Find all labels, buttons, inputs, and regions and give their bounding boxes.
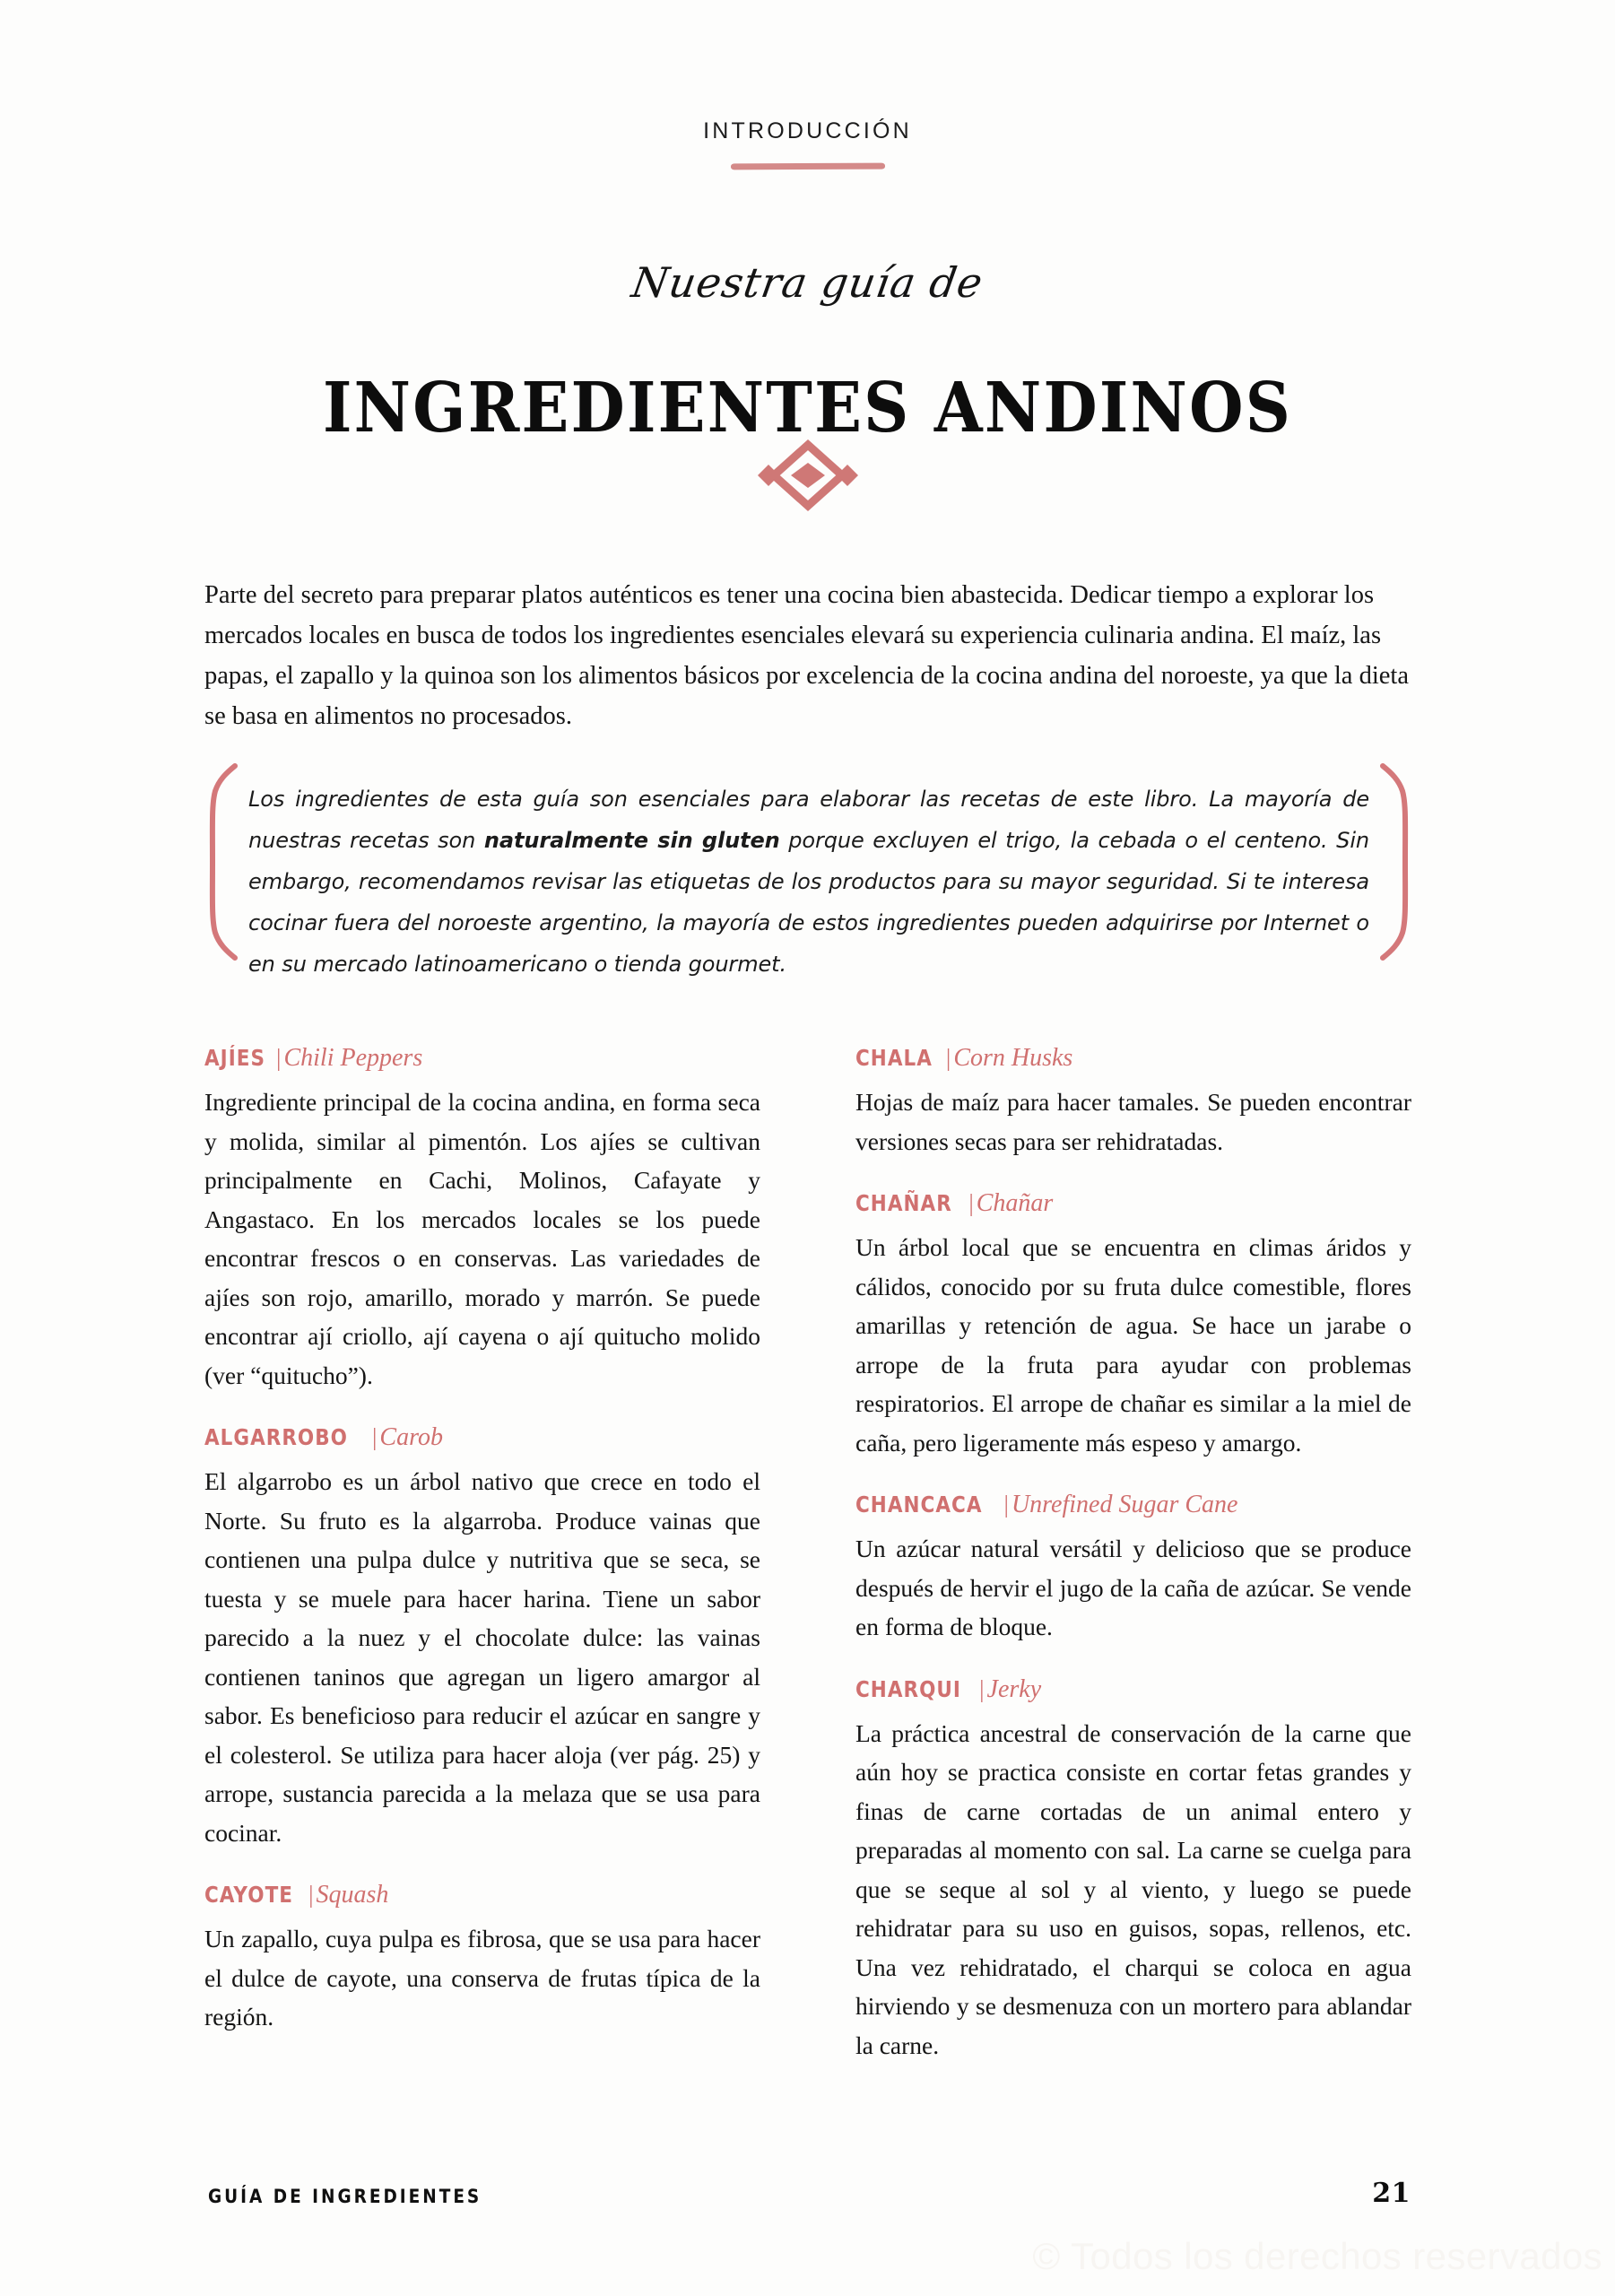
entry-translation: Unrefined Sugar Cane: [1011, 1491, 1238, 1518]
glossary-column-left: [204, 1042, 760, 2065]
kicker-label: INTRODUCCIÓN: [703, 118, 912, 144]
glossary-entry: [204, 1042, 760, 1395]
page-number: 21: [1372, 2178, 1411, 2209]
entry-translation: Chili Peppers: [283, 1044, 423, 1072]
entry-body: Hojas de maíz para hacer tamales. Se pueden encontrar versiones secas para ser rehidratadas.: [855, 1088, 1411, 1155]
entry-translation: Jerky: [986, 1674, 1042, 1703]
entry-heading: [855, 1042, 1411, 1077]
glossary-entry: [204, 1422, 760, 1852]
intro-paragraph: Parte del secreto para preparar platos auténticos es tener una cocina bien abastecida. Dedicar tiempo a explorar los mercados locales en busca de todos los ingredientes esenciales elevará su experiencia culinaria andina. El maíz, las papas, el zapallo y la quinoa son los alimentos básicos por excelencia de la cocina andina del noroeste, ya que la dieta se basa en alimentos no procesados.: [204, 580, 1409, 730]
copyright-watermark: © Todos los derechos reservados: [1032, 2235, 1602, 2277]
entry-term: ALGARROBO: [204, 1424, 348, 1450]
script-subtitle: Nuestra guía de: [628, 258, 987, 307]
entry-translation: Corn Husks: [953, 1044, 1073, 1072]
entry-term: AJÍES: [204, 1045, 265, 1071]
entry-heading: [204, 1042, 760, 1077]
entry-term: CAYOTE: [204, 1882, 293, 1908]
entry-body: Un zapallo, cuya pulpa es fibrosa, que se usa para hacer el dulce de cayote, una conserva de frutas típica de la región.: [204, 1925, 760, 2031]
entry-term: CHALA: [855, 1045, 933, 1071]
entry-term: CHAÑAR: [855, 1190, 952, 1216]
glossary-columns: [204, 1042, 1411, 2065]
entry-heading: [855, 1187, 1411, 1222]
entry-translation: Carob: [379, 1423, 443, 1451]
entry-heading: [855, 1674, 1411, 1709]
page-title: INGREDIENTES ANDINOS: [323, 367, 1292, 448]
glossary-column-right: [855, 1042, 1411, 2065]
entry-heading: [855, 1489, 1411, 1524]
section-kicker: [0, 118, 1615, 170]
entry-separator: |: [979, 1674, 985, 1702]
entry-separator: |: [1003, 1491, 1009, 1518]
bracket-right-icon: [1377, 762, 1419, 961]
entry-translation: Chañar: [976, 1189, 1054, 1217]
glossary-entry: [855, 1187, 1411, 1462]
diamond-ornament-icon: [754, 436, 862, 515]
entry-term: CHANCACA: [855, 1492, 983, 1518]
callout-text: [248, 778, 1369, 985]
entry-body: La práctica ancestral de conservación de la carne que aún hoy se practica consiste en cortar fetas grandes y finas de carne cortadas de un animal entero y preparadas al momento con sal. La carne se cuelga para que se seque al sol y al viento, y luego se puede rehidratar para su uso en guisos, sopas, rellenos, etc. Una vez rehidratado, el charqui se coloca en agua hirviendo y se desmenuza con un mortero para ablandar la carne.: [855, 1718, 1411, 2059]
entry-separator: |: [276, 1044, 282, 1071]
entry-term: CHARQUI: [855, 1675, 961, 1702]
entry-heading: [204, 1422, 760, 1457]
callout-text-bold: naturalmente sin gluten: [483, 828, 780, 853]
glossary-entry: [855, 1674, 1411, 2066]
entry-separator: |: [968, 1189, 974, 1216]
glossary-entry: [855, 1042, 1411, 1161]
entry-separator: |: [945, 1044, 951, 1071]
entry-body: Ingrediente principal de la cocina andina, en forma seca y molida, similar al pimentón. Los ajíes se cultivan principalmente en Cachi, Molinos, Cafayate y Angastaco. En los mercados locales se los puede encontrar frescos o en conservas. Las variedades de ajíes son rojo, amarillo, morado y marrón. Se puede encontrar ají criollo, ají cayena o ají quitucho molido (ver “quitucho”).: [204, 1088, 760, 1389]
callout-text-before: Los ingredientes de esta guía son esenciales para elaborar las recetas de este libro. La mayoría de nuestras recetas son: [248, 787, 1369, 853]
bracket-left-icon: [199, 762, 240, 961]
callout-box: [199, 762, 1419, 977]
entry-body: El algarrobo es un árbol nativo que crece en todo el Norte. Su fruto es la algarroba. Produce vainas que contienen una pulpa dulce y nutritiva que se seca, se tuesta y se muele para hacer harina. Tiene un sabor parecido a la nuez y el chocolate dulce: las vainas contienen taninos que agregan un ligero amargor al sabor. Es beneficioso para reducir el azúcar en sangre y el colesterol. Se utiliza para hacer aloja (ver pág. 25) y arrope, sustancia parecida a la melaza que se usa para cocinar.: [204, 1467, 760, 1847]
glossary-entry: [855, 1489, 1411, 1647]
entry-translation: Squash: [316, 1881, 389, 1909]
kicker-underline-rule: [730, 163, 884, 170]
entry-heading: [204, 1879, 760, 1914]
glossary-entry: [204, 1879, 760, 2037]
callout-text-after: porque excluyen el trigo, la cebada o el centeno. Sin embargo, recomendamos revisar las etiquetas de los productos para su mayor seguridad. Si te interesa cocinar fuera del noroeste argentino, la mayoría de estos ingredientes pueden adquirirse por Internet o en su mercado latinoamericano o tienda gourmet.: [248, 828, 1370, 977]
entry-separator: |: [372, 1423, 378, 1450]
entry-separator: |: [308, 1881, 314, 1908]
footer-running-title: GUÍA DE INGREDIENTES: [208, 2186, 482, 2207]
entry-body: Un azúcar natural versátil y delicioso que se produce después de hervir el jugo de la caña de azúcar. Se vende en forma de bloque.: [855, 1535, 1411, 1640]
entry-body: Un árbol local que se encuentra en climas áridos y cálidos, conocido por su fruta dulce comestible, flores amarillas y retención de agua. Se hace un jarabe o arrope de la fruta para ayudar con problemas respiratorios. El arrope de chañar es similar a la miel de caña, pero ligeramente más espeso y amargo.: [855, 1233, 1411, 1457]
